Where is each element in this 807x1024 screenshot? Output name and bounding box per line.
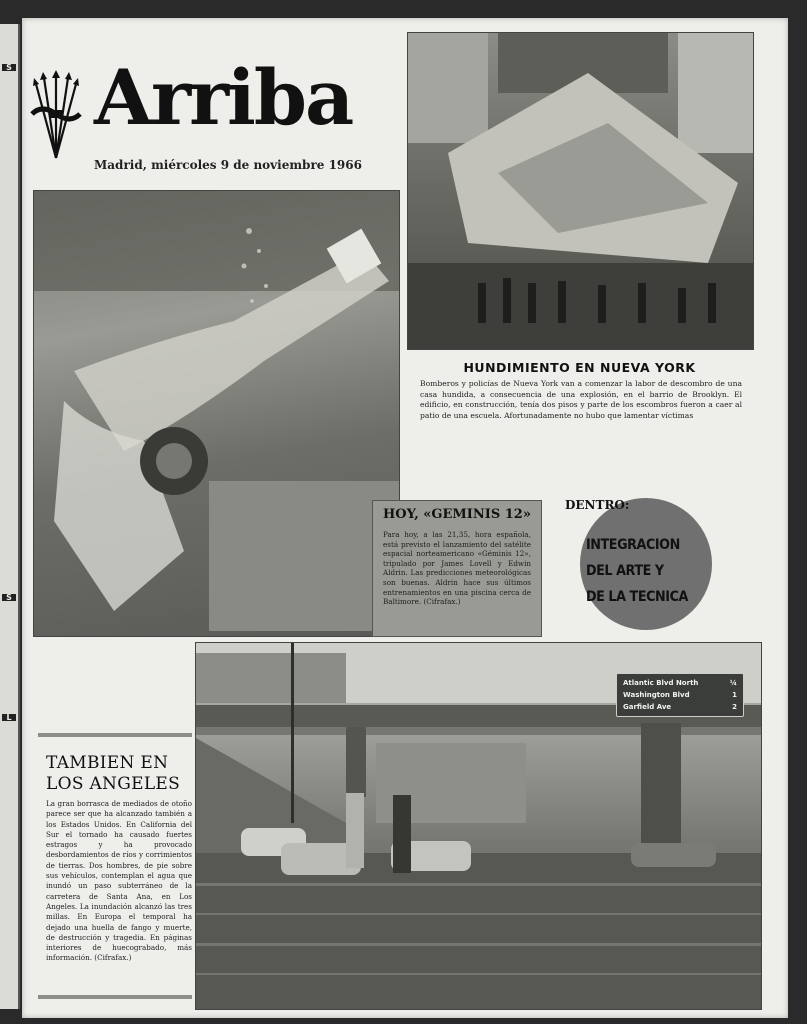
sign-row [623,701,737,713]
diver-training-photo [33,190,400,637]
adjacent-page-tag: S [2,64,16,71]
la-headline-line: LOS ANGELES [46,774,181,794]
inside-feature-line: DEL ARTE Y [586,563,664,579]
adjacent-page-strip [0,24,20,1009]
los-angeles-story [38,733,192,1003]
brooklyn-collapse-photo [407,32,754,350]
dateline: Madrid, miércoles 9 de noviembre 1966 [94,158,362,172]
geminis-body-text: Para hoy, a las 21,35, hora española, está previsto el lanzamiento del satélite espacial norteamericano «Géminis 12», tripulado por James Lovell y Edwin Aldrin. Las predicciones meteorológicas son buenas. Aldrin hace sus últimos entrenamientos en una piscina cerca de Baltimore. (Cifrafax.) [383,530,531,607]
inside-label: DENTRO: [565,498,630,512]
la-headline-line: TAMBIEN EN [46,753,169,773]
divider [38,995,192,999]
masthead [30,53,380,178]
sign-distance: 1 [732,691,737,699]
sign-distance: ¼ [729,679,737,687]
sign-destination: Atlantic Blvd North [623,679,699,687]
geminis-news-box [372,500,542,637]
yoke-and-arrows-emblem-icon [30,70,82,162]
ny-headline: HUNDIMIENTO EN NUEVA YORK [463,360,696,375]
freeway-exit-sign [616,673,744,717]
adjacent-page-tag: S [2,594,16,601]
divider [38,733,192,737]
collapse-photo-shapes [408,33,753,349]
masthead-title: Arriba [94,53,353,142]
geminis-headline: HOY, «GEMINIS 12» [383,507,531,522]
adjacent-page-tag: L [2,714,16,721]
ny-body-text: Bomberos y policías de Nueva York van a comenzar la labor de descombro de una casa hundida, a consecuencia de una explosión, en el barrio de Brooklyn. El edificio, en construcción, tenía dos pisos y parte de los escombros fueron a caer al patio de una escuela. Afortunadamente no hubo que lamentar víctimas [420,379,742,420]
la-headline [46,753,191,795]
la-body-text: La gran borrasca de mediados de otoño parece ser que ha alcanzado también a los Estados Unidos. En California del Sur el tornado ha causado fuertes estragos y ha provocado desbordamientos de ríos y corrimientos de tierras. Dos hombres, de pie sobre sus vehículos, contemplan el agua que inundó un paso subterráneo de la carretera de Santa Ana, en Los Angeles. La inundación alcanzó las tres millas. En Europa el temporal ha dejado una huella de fango y muerte, de destrucción y tragedia. En páginas interiores de huecograbado, más información. (Cifrafax.) [46,799,192,963]
sign-destination: Washington Blvd [623,691,690,699]
inside-feature-title [586,532,709,610]
sign-distance: 2 [732,703,737,711]
inside-feature-line: INTEGRACION [586,537,680,553]
sign-destination: Garfield Ave [623,703,672,711]
sign-row [623,677,737,689]
sign-row [623,689,737,701]
diver-photo-shapes [34,191,399,636]
inside-feature-line: DE LA TECNICA [586,589,688,605]
